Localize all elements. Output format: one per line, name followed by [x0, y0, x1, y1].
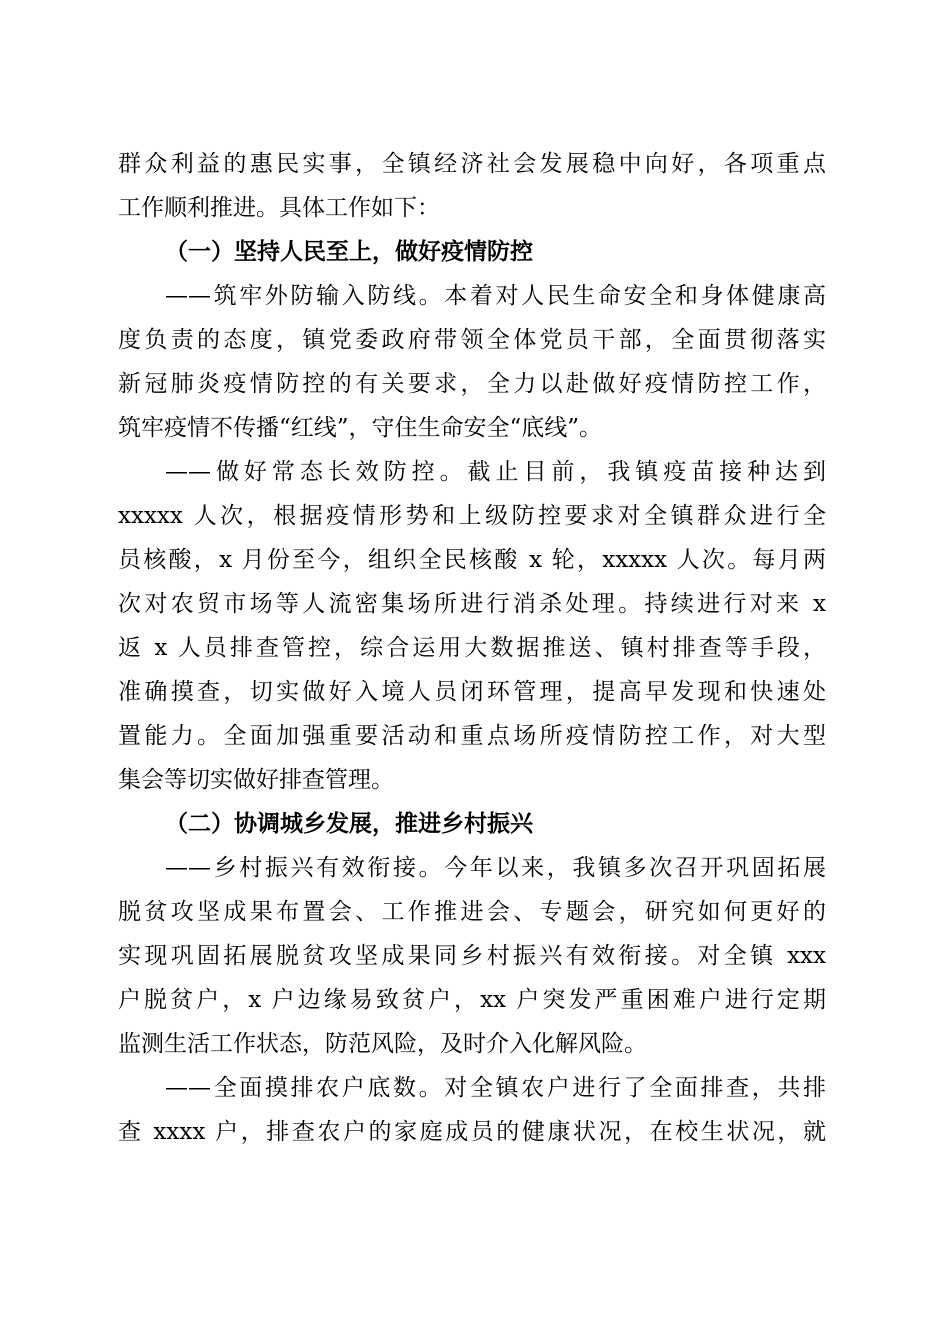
- section-heading-1: （一）坚持人民至上，做好疫情防控: [165, 238, 533, 265]
- paragraph-line: 脱贫攻坚成果布置会、工作推进会、专题会，研究如何更好的: [118, 899, 826, 925]
- paragraph-line: 群众利益的惠民实事，全镇经济社会发展稳中向好，各项重点: [118, 151, 826, 177]
- paragraph-line: ——全面摸排农户底数。对全镇农户进行了全面排查，共排: [165, 1075, 826, 1101]
- paragraph-line: 筑牢疫情不传播“红线”，守住生命安全“底线”。: [118, 415, 603, 441]
- paragraph-line: ——乡村振兴有效衔接。今年以来，我镇多次召开巩固拓展: [165, 855, 826, 881]
- paragraph-line: 度负责的态度，镇党委政府带领全体党员干部，全面贯彻落实: [118, 327, 826, 353]
- paragraph-line: 员核酸，x 月份至今，组织全民核酸 x 轮，xxxxx 人次。每月两: [118, 547, 826, 573]
- paragraph-line: ——筑牢外防输入防线。本着对人民生命安全和身体健康高: [165, 283, 826, 309]
- paragraph-line: 置能力。全面加强重要活动和重点场所疫情防控工作，对大型: [118, 723, 826, 749]
- document-body: [118, 142, 826, 1154]
- paragraph-line: 准确摸查，切实做好入境人员闭环管理，提高早发现和快速处: [118, 679, 826, 705]
- paragraph-line: 监测生活工作状态，防范风险，及时介入化解风险。: [118, 1031, 647, 1057]
- paragraph-line: 工作顺利推进。具体工作如下：: [118, 195, 440, 221]
- paragraph-line: ——做好常态长效防控。截止目前，我镇疫苗接种达到: [165, 459, 826, 485]
- paragraph-line: 新冠肺炎疫情防控的有关要求，全力以赴做好疫情防控工作，: [118, 371, 826, 397]
- paragraph-line: 次对农贸市场等人流密集场所进行消杀处理。持续进行对来 x: [118, 591, 826, 617]
- paragraph-line: 集会等切实做好排查管理。: [118, 767, 394, 793]
- paragraph-line: 实现巩固拓展脱贫攻坚成果同乡村振兴有效衔接。对全镇 xxx: [118, 943, 826, 969]
- paragraph-line: 返 x 人员排查管控，综合运用大数据推送、镇村排查等手段，: [118, 635, 826, 661]
- section-heading-2: （二）协调城乡发展，推进乡村振兴: [165, 810, 533, 837]
- paragraph-line: 查 xxxx 户，排查农户的家庭成员的健康状况，在校生状况，就: [118, 1119, 826, 1145]
- paragraph-line: 户脱贫户，x 户边缘易致贫户，xx 户突发严重困难户进行定期: [118, 987, 826, 1013]
- paragraph-line: xxxxx 人次，根据疫情形势和上级防控要求对全镇群众进行全: [118, 503, 826, 529]
